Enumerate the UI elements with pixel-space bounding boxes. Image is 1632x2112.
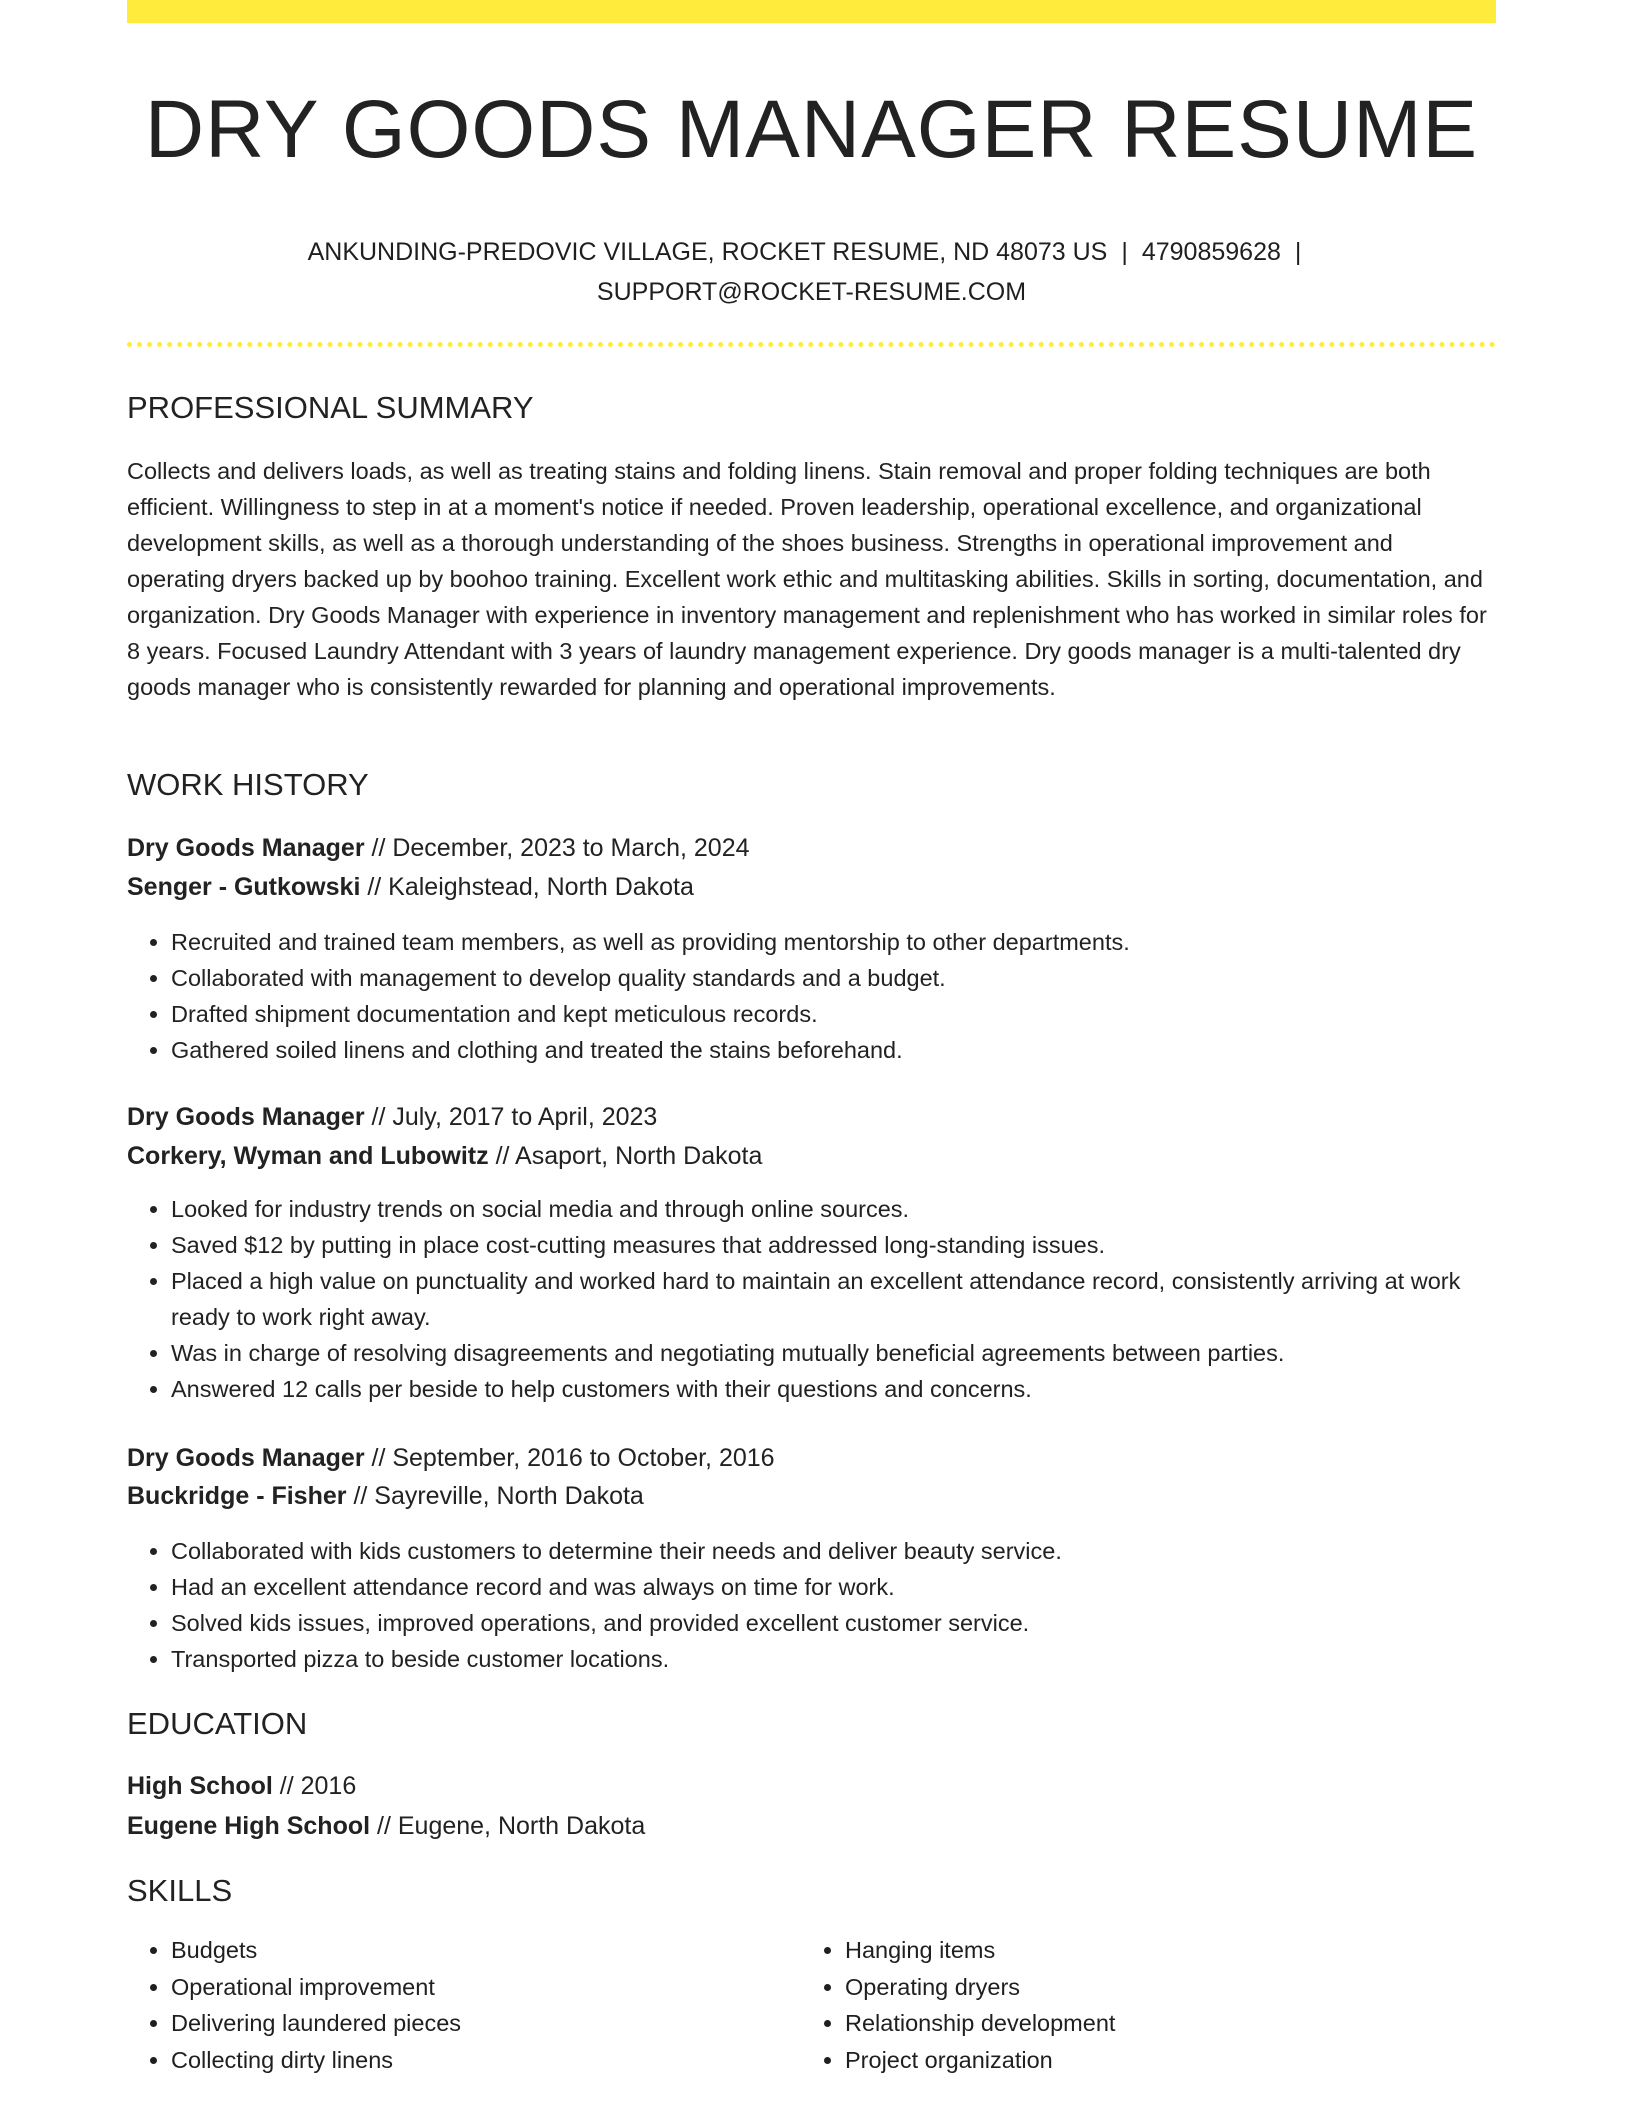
contact-separator: | bbox=[1121, 238, 1128, 266]
job-dates: // September, 2016 to October, 2016 bbox=[364, 1444, 775, 1472]
list-item: • Gathered soiled linens and clothing and treated the stains beforehand. bbox=[171, 1032, 1496, 1068]
job-dates: // December, 2023 to March, 2024 bbox=[364, 834, 750, 862]
contact-info bbox=[127, 232, 1496, 312]
job-title: Dry Goods Manager bbox=[127, 1103, 365, 1131]
job-bullets bbox=[127, 1533, 1496, 1677]
job-company: Corkery, Wyman and Lubowitz bbox=[127, 1142, 489, 1170]
work-history-heading: WORK HISTORY bbox=[127, 767, 369, 802]
job-title: Dry Goods Manager bbox=[127, 1444, 365, 1472]
job-title-line bbox=[127, 829, 750, 867]
list-item: • Drafted shipment documentation and kept meticulous records. bbox=[171, 996, 1496, 1032]
list-item: • Collaborated with management to develop quality standards and a budget. bbox=[171, 960, 1496, 996]
skill-item: • Budgets bbox=[171, 1932, 791, 1969]
education-school-line bbox=[127, 1807, 645, 1845]
list-item: • Placed a high value on punctuality and worked hard to maintain an excellent attendance record, consistently arriving at work ready to work right away. bbox=[171, 1263, 1496, 1335]
job-company-line bbox=[127, 1477, 644, 1515]
skill-item: • Operational improvement bbox=[171, 1969, 791, 2006]
dotted-divider bbox=[127, 342, 1496, 347]
job-bullets bbox=[127, 1191, 1496, 1407]
job-bullets bbox=[127, 924, 1496, 1068]
list-item: • Saved $12 by putting in place cost-cutting measures that addressed long-standing issues. bbox=[171, 1227, 1496, 1263]
list-item: • Answered 12 calls per beside to help customers with their questions and concerns. bbox=[171, 1371, 1496, 1407]
job-title-line bbox=[127, 1439, 775, 1477]
resume-content bbox=[127, 0, 1496, 2073]
skill-item: • Delivering laundered pieces bbox=[171, 2005, 791, 2042]
contact-email: SUPPORT@ROCKET-RESUME.COM bbox=[596, 278, 1027, 306]
list-item: • Transported pizza to beside customer locations. bbox=[171, 1641, 1496, 1677]
education-location: // Eugene, North Dakota bbox=[370, 1812, 646, 1840]
job-company: Senger - Gutkowski bbox=[127, 873, 361, 901]
summary-heading: PROFESSIONAL SUMMARY bbox=[127, 390, 534, 425]
education-year: // 2016 bbox=[272, 1772, 357, 1800]
list-item: • Recruited and trained team members, as well as providing mentorship to other departments. bbox=[171, 924, 1496, 960]
education-degree-line bbox=[127, 1767, 356, 1805]
skills-column-2 bbox=[801, 1932, 1465, 2078]
list-item: • Collaborated with kids customers to determine their needs and deliver beauty service. bbox=[171, 1533, 1496, 1569]
skill-item: • Collecting dirty linens bbox=[171, 2042, 791, 2079]
list-item: • Had an excellent attendance record and was always on time for work. bbox=[171, 1569, 1496, 1605]
job-company-line bbox=[127, 868, 694, 906]
skill-item: • Relationship development bbox=[845, 2005, 1465, 2042]
job-location: // Sayreville, North Dakota bbox=[346, 1482, 644, 1510]
list-item: • Solved kids issues, improved operations, and provided excellent customer service. bbox=[171, 1605, 1496, 1641]
job-location: // Asaport, North Dakota bbox=[488, 1142, 763, 1170]
skills-column-1 bbox=[127, 1932, 791, 2078]
contact-separator: | bbox=[1294, 238, 1302, 266]
skill-item: • Project organization bbox=[845, 2042, 1465, 2079]
contact-phone: 4790859628 bbox=[1141, 238, 1281, 266]
job-company: Buckridge - Fisher bbox=[127, 1482, 347, 1510]
page-title: DRY GOODS MANAGER RESUME bbox=[144, 84, 1479, 175]
skills-heading: SKILLS bbox=[127, 1873, 233, 1908]
job-dates: // July, 2017 to April, 2023 bbox=[364, 1103, 658, 1131]
list-item: • Was in charge of resolving disagreements and negotiating mutually beneficial agreements between parties. bbox=[171, 1335, 1496, 1371]
education-school: Eugene High School bbox=[127, 1812, 371, 1840]
job-title-line bbox=[127, 1098, 657, 1136]
job-location: // Kaleighstead, North Dakota bbox=[360, 873, 694, 901]
job-company-line bbox=[127, 1137, 762, 1175]
education-heading: EDUCATION bbox=[127, 1706, 308, 1741]
skill-item: • Operating dryers bbox=[845, 1969, 1465, 2006]
summary-text: Collects and delivers loads, as well as treating stains and folding linens. Stain removal and proper folding techniques are both efficient. Willingness to step in at a moment's notice if needed. Proven leadership, operational excellence, and organizational development skills, as well as a thorough understanding of the shoes business. Strengths in operational improvement and operating dryers backed up by boohoo training. Excellent work ethic and multitasking abilities. Skills in sorting, documentation, and organization. Dry Goods Manager with experience in inventory management and replenishment who has worked in similar roles for 8 years. Focused Laundry Attendant with 3 years of laundry management experience. Dry goods manager is a multi-talented dry goods manager who is consistently rewarded for planning and operational improvements. bbox=[127, 458, 1487, 700]
contact-address: ANKUNDING-PREDOVIC VILLAGE, ROCKET RESUME, ND 48073 US bbox=[307, 238, 1108, 266]
job-title: Dry Goods Manager bbox=[127, 834, 365, 862]
skill-item: • Hanging items bbox=[845, 1932, 1465, 1969]
list-item: • Looked for industry trends on social media and through online sources. bbox=[171, 1191, 1496, 1227]
education-degree: High School bbox=[127, 1772, 273, 1800]
